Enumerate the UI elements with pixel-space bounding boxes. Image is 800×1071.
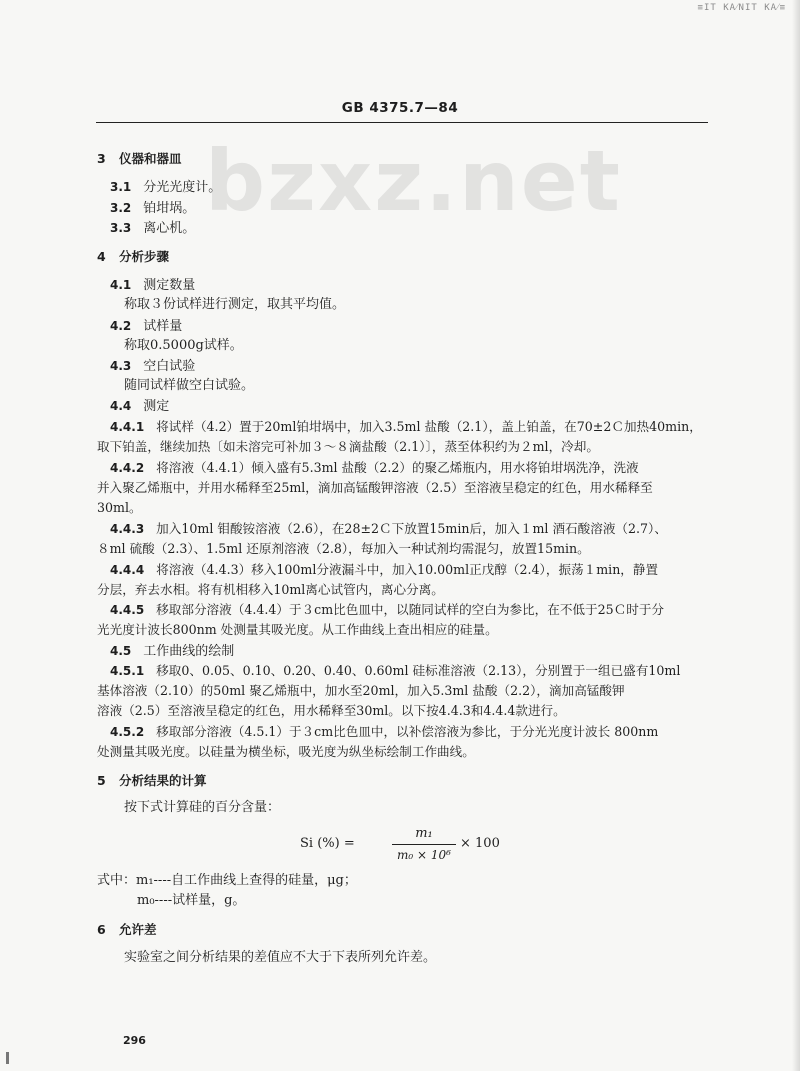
- item-text: 空白试验: [143, 359, 196, 374]
- item-4-3-body: 随同试样做空白试验。: [124, 378, 255, 393]
- item-4-2-body: 称取0.5000g试样。: [124, 338, 243, 353]
- item-number: 4.5: [110, 644, 132, 658]
- section-number: 3: [97, 151, 106, 166]
- formula-fraction: [392, 826, 456, 863]
- fraction-bar: [392, 844, 456, 845]
- item-text: 离心机。: [143, 221, 196, 236]
- para-text: 将试样（4.2）置于20ml铂坩埚中，加入3.5ml 盐酸（2.1），盖上铂盖，在70±2Ｃ加热40min，: [156, 419, 702, 434]
- section-5-heading: [97, 773, 207, 790]
- item-number: 4.3: [110, 359, 132, 373]
- item-number: 4.4: [110, 399, 132, 413]
- item-text: 试样量: [143, 319, 183, 334]
- para-4-4-1-line1: [110, 419, 702, 435]
- para-4-4-3-line2: ８ml 硫酸（2.3）、1.5ml 还原剂溶液（2.8），每加入一种试剂均需混匀，放置15min。: [97, 541, 590, 556]
- para-4-4-4-line2: 分层，弃去水相。将有机相移入10ml离心试管内，离心分离。: [97, 582, 444, 597]
- section-number: 5: [97, 773, 106, 788]
- page-number: 296: [123, 1034, 146, 1047]
- item-number: 4.4.3: [110, 522, 145, 536]
- section-number: 6: [97, 922, 106, 937]
- corner-mark: ≡IT KA⁄NIT KA⁄≡: [697, 3, 786, 13]
- para-4-4-2-line3: 30ml。: [97, 500, 142, 515]
- para-4-5-1-line3: 溶液（2.5）至溶液呈稳定的红色，用水稀释至30ml。以下按4.4.3和4.4.4款进行。: [97, 703, 566, 718]
- item-number: 4.4.4: [110, 563, 145, 577]
- item-number: 4.1: [110, 278, 132, 292]
- item-3-2: [110, 200, 195, 217]
- item-number: 4.5.2: [110, 725, 145, 739]
- para-4-4-2-line1: [110, 460, 639, 476]
- item-number: 4.4.2: [110, 461, 145, 475]
- section-number: 4: [97, 249, 106, 264]
- item-text: 测定: [143, 399, 170, 414]
- item-4-3-title: [110, 358, 195, 375]
- section-6-heading: [97, 922, 157, 939]
- para-4-5-2-line2: 处测量其吸光度。以硅量为横坐标，吸光度为纵坐标绘制工作曲线。: [97, 744, 475, 759]
- formula-numerator: m₁: [415, 826, 433, 841]
- item-number: 4.2: [110, 319, 132, 333]
- watermark: bzxz.net: [205, 132, 622, 230]
- item-4-5-title: [110, 643, 234, 660]
- section-5-intro: 按下式计算硅的百分含量：: [124, 800, 281, 815]
- para-4-4-5-line1: [110, 602, 664, 618]
- section-title: 仪器和器皿: [119, 151, 182, 166]
- standard-header: GB 4375.7—84: [341, 100, 459, 116]
- item-text: 铂坩埚。: [143, 201, 196, 216]
- formula-where-line1: 式中：m₁----自工作曲线上查得的硅量，μg；: [97, 873, 357, 888]
- section-6-body: 实验室之间分析结果的差值应不大于下表所列允许差。: [124, 950, 437, 965]
- section-3-heading: [97, 151, 182, 168]
- formula-lhs: Si (%) =: [300, 836, 355, 851]
- section-title: 分析结果的计算: [119, 773, 207, 788]
- section-title: 分析步骤: [119, 249, 170, 264]
- scan-edge-shadow: [792, 0, 800, 1071]
- item-text: 工作曲线的绘制: [143, 644, 235, 659]
- item-number: 4.4.1: [110, 420, 145, 434]
- para-4-4-4-line1: [110, 562, 658, 578]
- para-4-4-3-line1: [110, 521, 667, 537]
- item-text: 分光光度计。: [143, 180, 222, 195]
- para-text: 将溶液（4.4.3）移入100ml分液漏斗中，加入10.00ml正戊醇（2.4），振荡１min，静置: [156, 562, 659, 577]
- para-4-4-2-line2: 并入聚乙烯瓶中，并用水稀释至25ml，滴加高锰酸钾溶液（2.5）至溶液呈稳定的红色，用水稀释至: [97, 480, 653, 495]
- item-4-1-title: [110, 277, 195, 294]
- para-4-5-1-line1: [110, 663, 680, 679]
- para-4-5-1-line2: 基体溶液（2.10）的50ml 聚乙烯瓶中，加水至20ml，加入5.3ml 盐酸（2.2），滴加高锰酸钾: [97, 683, 625, 698]
- para-text: 移取0、0.05、0.10、0.20、0.40、0.60ml 硅标准溶液（2.13），分别置于一组已盛有10ml: [156, 663, 681, 678]
- section-title: 允许差: [119, 922, 157, 937]
- section-4-heading: [97, 249, 169, 266]
- header-rule: [96, 122, 708, 123]
- item-4-2-title: [110, 318, 182, 335]
- scan-speck: [6, 1052, 9, 1064]
- item-number: 3.3: [110, 221, 132, 235]
- formula-denominator: m₀ × 10⁶: [397, 848, 451, 862]
- para-4-4-5-line2: 光光度计波长800nm 处测量其吸光度。从工作曲线上查出相应的硅量。: [97, 622, 498, 637]
- para-text: 移取部分溶液（4.4.4）于３cm比色皿中，以随同试样的空白为参比，在不低于25Ｃ时于分: [156, 602, 665, 617]
- item-4-1-body: 称取３份试样进行测定，取其平均值。: [124, 297, 346, 312]
- silicon-percentage-formula: [300, 826, 520, 866]
- item-4-4-title: [110, 398, 169, 415]
- item-3-3: [110, 220, 195, 237]
- para-text: 加入10ml 钼酸铵溶液（2.6），在28±2Ｃ下放置15min后，加入１ml 酒石酸溶液（2.7）、: [156, 521, 667, 536]
- formula-where-line2: m₀----试样量，g。: [137, 893, 246, 908]
- para-text: 移取部分溶液（4.5.1）于３cm比色皿中，以补偿溶液为参比，于分光光度计波长 800nm: [156, 724, 659, 739]
- item-number: 4.5.1: [110, 664, 145, 678]
- para-4-5-2-line1: [110, 724, 658, 740]
- para-4-4-1-line2: 取下铂盖，继续加热〔如未溶完可补加３～８滴盐酸（2.1）〕，蒸至体积约为２ml，冷却。: [97, 439, 599, 454]
- item-number: 3.2: [110, 201, 132, 215]
- item-number: 4.4.5: [110, 603, 145, 617]
- item-number: 3.1: [110, 180, 132, 194]
- item-3-1: [110, 179, 221, 196]
- item-text: 测定数量: [143, 278, 196, 293]
- para-text: 将溶液（4.4.1）倾入盛有5.3ml 盐酸（2.2）的聚乙烯瓶内，用水将铂坩埚洗净，洗液: [156, 460, 639, 475]
- formula-rhs: × 100: [460, 836, 500, 851]
